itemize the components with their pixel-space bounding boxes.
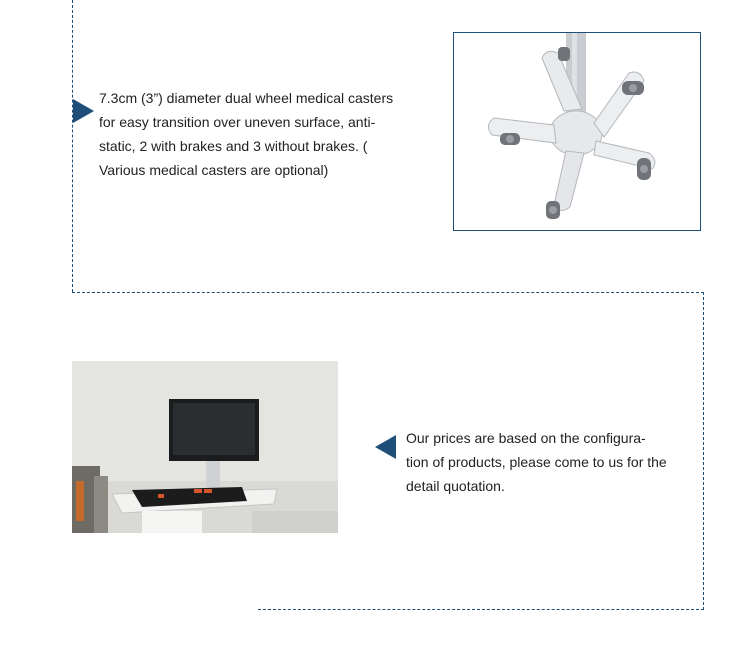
arrow-right-icon	[73, 99, 94, 123]
arrow-left-icon	[375, 435, 396, 459]
middle-dashed-divider	[72, 292, 704, 293]
right-dashed-border	[703, 292, 704, 610]
monitor-workstation-illustration	[72, 361, 338, 533]
caster-base-illustration	[454, 33, 700, 230]
monitor-workstation-photo	[72, 361, 338, 533]
bottom-dashed-border	[258, 609, 704, 610]
pricing-note: Our prices are based on the configura-tion of products, please come to us for the detail quotation.	[406, 430, 667, 494]
caster-description: 7.3cm (3”) diameter dual wheel medical casters for easy transition over uneven surface, anti-static, 2 with brakes and 3 without brakes. ( Various medical casters are optional)	[99, 90, 394, 178]
caster-base-photo	[453, 32, 701, 231]
left-dashed-border	[72, 0, 73, 292]
